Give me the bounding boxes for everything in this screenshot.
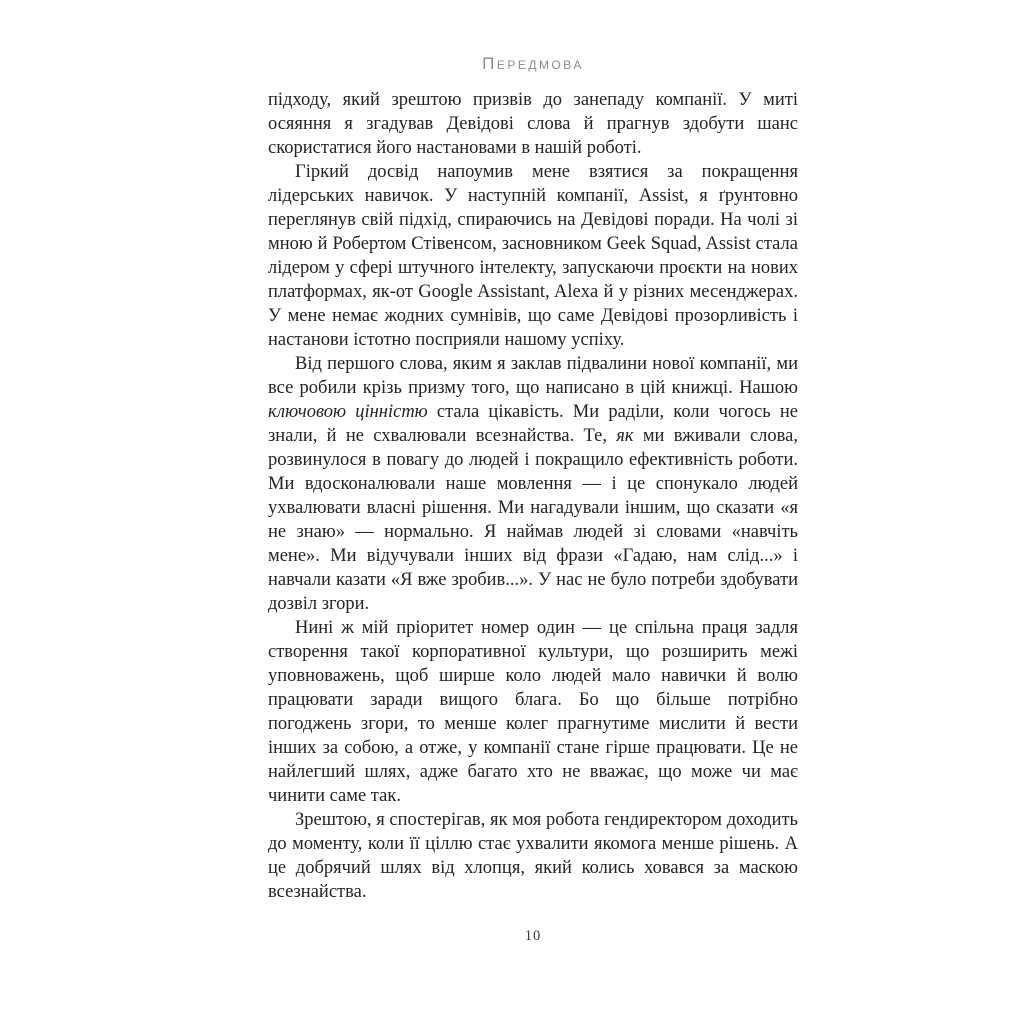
text-segment: підходу, який зрештою призвів до занепаду компанії. У миті осяяння я згадував Девідові слова й прагнув здобути шанс скористатися його настановами в нашій роботі. [268,90,798,158]
text-segment-italic: як [616,426,634,446]
text-segment: Нині ж мій пріоритет номер один — це спільна праця задля створення такої корпоративної культури, що розширить межі уповноважень, щоб ширше коло людей мало навички й волю працювати заради вищого блага. Бо що більше потрібно погоджень згори, то менше колег прагнутиме мислити й вести інших за собою, а отже, у компанії стане гірше працювати. Це не найлегший шлях, адже багато хто не вважає, що може чи має чинити саме так. [268,618,798,806]
body-paragraph [268,808,798,904]
body-paragraph [268,616,798,808]
body-paragraph [268,352,798,616]
text-segment: Зрештою, я спостерігав, як моя робота гендиректором доходить до моменту, коли її ціллю стає ухвалити якомога менше рішень. А це добрячий шлях від хлопця, який колись ховався за маскою всезнайства. [268,810,798,902]
text-segment: ми вживали слова, розвинулося в повагу до людей і покращило ефективність роботи. Ми вдосконалювали наше мовлення — і це спонукало людей ухвалювати власні рішення. Ми нагадували іншим, що сказати «я не знаю» — нормально. Я наймав людей зі словами «навчіть мене». Ми відучували інших від фрази «Гадаю, нам слід...» і навчали казати «Я вже зробив...». У нас не було потреби здобувати дозвіл згори. [268,426,798,614]
body-paragraph [268,88,798,160]
body-paragraph [268,160,798,352]
text-segment-italic: ключовою цінністю [268,402,428,422]
text-segment: Гіркий досвід напоумив мене взятися за покращення лідерських навичок. У наступній компанії, Assist, я ґрунтовно переглянув свій підхід, спираючись на Девідові поради. На чолі зі мною й Робертом Стівенсом, засновником Geek Squad, Assist стала лідером у сфері штучного інтелекту, запускаючи проєкти на нових платформах, як-от Google Assistant, Alexa й у різних месенджерах. У мене немає жодних сумнівів, що саме Девідові прозорливість і настанови істотно посприяли нашому успіху. [268,162,798,350]
chapter-running-head: Передмова [482,54,584,73]
body-text-column [268,88,798,904]
text-segment: стала цікавість. Ми раділи, коли чогось не знали, й не схвалювали всезнайства. Те, [268,402,798,446]
text-segment: Від першого слова, яким я заклав підвалини нової компанії, ми все робили крізь призму того, що написано в цій книжці. Нашою [268,354,798,398]
page-number: 10 [524,928,542,944]
